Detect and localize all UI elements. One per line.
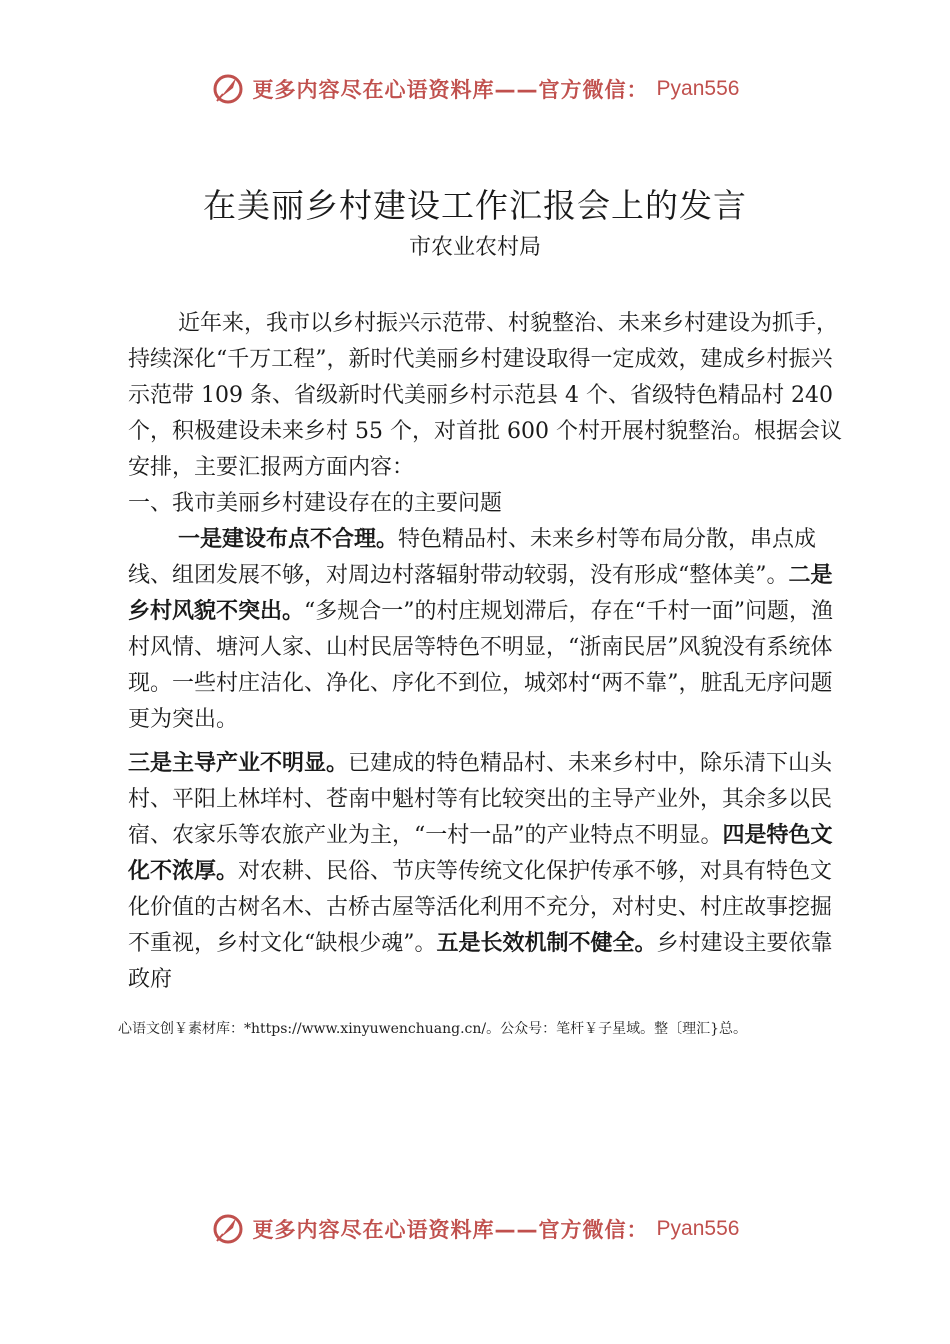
banner-text: 更多内容尽在心语资料库——官方微信：: [252, 78, 649, 102]
problem-4-text: 对农耕、民俗、节庆等传统文化保护传承不够，对具有特色文化价值的古树名木、古桥古屋等活化利用不充分，对村史、村庄故事挖掘不重视，乡村文化“缺根少魂”。: [128, 859, 833, 956]
problem-paragraph-1: [128, 522, 848, 738]
problem-3-keyword: 三是主导产业不明显。: [128, 751, 349, 776]
document-title: 在美丽乡村建设工作汇报会上的发言: [203, 186, 747, 225]
problem-3-text: 已建成的特色精品村、未来乡村中，除乐清下山头村、平阳上林垟村、苍南中魁村等有比较突出的主导产业外，其余多以民宿、农家乐等农旅产业为主，“一村一品”的产业特点不明显。: [128, 751, 833, 848]
footer-banner: [0, 1212, 950, 1246]
problem-2-keyword: 二是乡村风貌不突出。: [128, 563, 833, 624]
problem-2-text: “多规合一”的村庄规划滞后，存在“千村一面”问题，渔村风情、塘河人家、山村民居等特色不明显，“浙南民居”风貌没有系统体现。一些村庄洁化、净化、序化不到位，城郊村“两不靠”，脏乱无序问题更为突出。: [128, 599, 834, 732]
intro-paragraph: 近年来，我市以乡村振兴示范带、村貌整治、未来乡村建设为抓手，持续深化“千万工程”，新时代美丽乡村建设取得一定成效，建成乡村振兴示范带 109 条、省级新时代美丽乡村示范县 4 个、省级特色精品村 240 个，积极建设未来乡村 55 个，对首批 600 个村开展村貌整治。根据会议安排，主要汇报两方面内容：: [128, 311, 842, 480]
header-banner: [0, 72, 950, 106]
problem-4-keyword: 四是特色文化不浓厚。: [128, 823, 833, 884]
problem-1-keyword: 一是建设布点不合理。: [178, 527, 399, 552]
footnote: 心语文创￥素材库：*https://www.xinyuwenchuang.cn/。公众号：笔杆￥子星域。整〔理汇}总。: [118, 1021, 748, 1037]
quill-logo-icon: [211, 72, 245, 106]
quill-logo-icon: [211, 1212, 245, 1246]
section-heading: 一、我市美丽乡村建设存在的主要问题: [128, 491, 503, 516]
document-body: [128, 306, 848, 998]
banner-wechat-id: Pyan556: [656, 77, 740, 100]
document-author: 市农业农村局: [408, 235, 541, 260]
banner-wechat-id: Pyan556: [656, 1217, 740, 1240]
problem-1-text: 特色精品村、未来乡村等布局分散，串点成线、组团发展不够，对周边村落辐射带动较弱，没有形成“整体美”。: [128, 527, 817, 588]
banner-text: 更多内容尽在心语资料库——官方微信：: [252, 1218, 649, 1242]
problem-paragraph-2: [128, 746, 848, 998]
problem-5-text: 乡村建设主要依靠政府: [128, 931, 833, 992]
problem-5-keyword: 五是长效机制不健全。: [436, 931, 657, 956]
